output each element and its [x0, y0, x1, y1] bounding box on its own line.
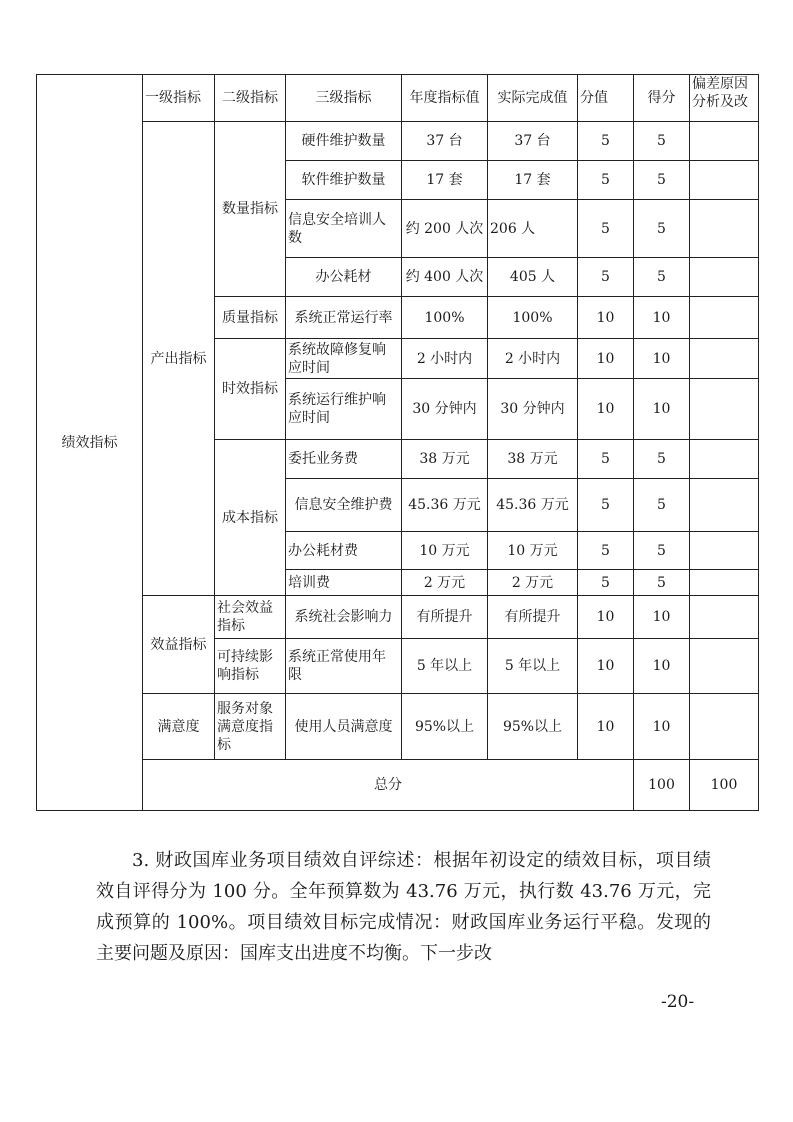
indicator-points: 10	[578, 596, 634, 639]
header-level2: 二级指标	[215, 75, 286, 122]
summary-paragraph: 3. 财政国库业务项目绩效自评综述：根据年初设定的绩效目标，项目绩效自评得分为 100 分。全年预算数为 43.76 万元，执行数 43.76 万元，完成预算的 100%。项目绩效目标完成情况：财政国库业务运行平稳。发现的主要问题及原因：国库支出进度不均衡。下一步改	[96, 850, 711, 964]
header-points: 分值	[578, 75, 634, 122]
indicator-target: 有所提升	[402, 596, 488, 639]
indicator-points: 5	[578, 258, 634, 297]
performance-table	[36, 74, 759, 811]
indicator-target: 38 万元	[402, 440, 488, 479]
level2-sustainable: 可持续影响指标	[215, 639, 286, 694]
indicator-score: 5	[634, 258, 690, 297]
indicator-points: 10	[578, 339, 634, 379]
level1-benefit: 效益指标	[143, 596, 215, 694]
indicator-actual: 38 万元	[488, 440, 578, 479]
indicator-deviation	[690, 479, 759, 532]
indicator-deviation	[690, 200, 759, 258]
indicator-name: 系统正常使用年限	[286, 639, 402, 694]
indicator-actual: 95%以上	[488, 694, 578, 760]
indicator-name: 办公耗材	[286, 258, 402, 297]
indicator-score: 5	[634, 440, 690, 479]
indicator-score: 5	[634, 161, 690, 200]
indicator-deviation	[690, 694, 759, 760]
total-points: 100	[634, 760, 690, 811]
indicator-deviation	[690, 258, 759, 297]
indicator-deviation	[690, 570, 759, 596]
indicator-score: 10	[634, 639, 690, 694]
indicator-target: 2 万元	[402, 570, 488, 596]
indicator-target: 100%	[402, 297, 488, 339]
indicator-deviation	[690, 596, 759, 639]
indicator-deviation	[690, 440, 759, 479]
indicator-target: 2 小时内	[402, 339, 488, 379]
indicator-score: 5	[634, 570, 690, 596]
level2-service-satisfaction: 服务对象满意度指标	[215, 694, 286, 760]
header-deviation: 偏差原因分析及改	[690, 75, 759, 122]
level2-social: 社会效益指标	[215, 596, 286, 639]
table-row	[37, 596, 759, 639]
indicator-deviation	[690, 532, 759, 570]
indicator-actual: 37 台	[488, 122, 578, 161]
indicator-deviation	[690, 297, 759, 339]
indicator-score: 5	[634, 200, 690, 258]
level2-timeliness: 时效指标	[215, 339, 286, 440]
header-row	[37, 75, 759, 122]
indicator-actual: 100%	[488, 297, 578, 339]
indicator-actual: 有所提升	[488, 596, 578, 639]
indicator-score: 10	[634, 694, 690, 760]
indicator-points: 5	[578, 440, 634, 479]
summary-text	[96, 845, 711, 969]
indicator-actual: 17 套	[488, 161, 578, 200]
indicator-name: 系统运行维护响应时间	[286, 379, 402, 440]
indicator-target: 45.36 万元	[402, 479, 488, 532]
indicator-deviation	[690, 339, 759, 379]
indicator-name: 软件维护数量	[286, 161, 402, 200]
indicator-points: 10	[578, 297, 634, 339]
indicator-points: 10	[578, 379, 634, 440]
indicator-name: 系统社会影响力	[286, 596, 402, 639]
indicator-deviation	[690, 639, 759, 694]
indicator-target: 5 年以上	[402, 639, 488, 694]
header-score: 得分	[634, 75, 690, 122]
indicator-target: 10 万元	[402, 532, 488, 570]
table-row	[37, 122, 759, 161]
indicator-actual: 206 人	[488, 200, 578, 258]
indicator-points: 5	[578, 122, 634, 161]
level2-cost: 成本指标	[215, 440, 286, 596]
header-target: 年度指标值	[402, 75, 488, 122]
indicator-actual: 2 万元	[488, 570, 578, 596]
indicator-score: 10	[634, 379, 690, 440]
indicator-score: 5	[634, 532, 690, 570]
indicator-points: 10	[578, 694, 634, 760]
indicator-points: 5	[578, 479, 634, 532]
indicator-score: 10	[634, 297, 690, 339]
table-row	[37, 694, 759, 760]
indicator-name: 培训费	[286, 570, 402, 596]
indicator-name: 办公耗材费	[286, 532, 402, 570]
indicator-name: 信息安全培训人数	[286, 200, 402, 258]
indicator-actual: 45.36 万元	[488, 479, 578, 532]
indicator-score: 10	[634, 596, 690, 639]
level2-quantity: 数量指标	[215, 122, 286, 297]
indicator-target: 95%以上	[402, 694, 488, 760]
indicator-actual: 405 人	[488, 258, 578, 297]
indicator-score: 5	[634, 479, 690, 532]
indicator-name: 信息安全维护费	[286, 479, 402, 532]
indicator-name: 系统故障修复响应时间	[286, 339, 402, 379]
indicator-deviation	[690, 161, 759, 200]
indicator-deviation	[690, 122, 759, 161]
indicator-actual: 5 年以上	[488, 639, 578, 694]
indicator-actual: 10 万元	[488, 532, 578, 570]
level2-quality: 质量指标	[215, 297, 286, 339]
indicator-name: 系统正常运行率	[286, 297, 402, 339]
indicator-points: 5	[578, 200, 634, 258]
indicator-name: 硬件维护数量	[286, 122, 402, 161]
page-number: -20-	[661, 992, 695, 1012]
total-label: 总分	[143, 760, 634, 811]
level1-satisfaction: 满意度	[143, 694, 215, 760]
indicator-points: 10	[578, 639, 634, 694]
indicator-target: 约 400 人次	[402, 258, 488, 297]
indicator-score: 10	[634, 339, 690, 379]
indicator-points: 5	[578, 570, 634, 596]
indicator-deviation	[690, 379, 759, 440]
total-row	[37, 760, 759, 811]
indicator-name: 委托业务费	[286, 440, 402, 479]
indicator-points: 5	[578, 161, 634, 200]
header-actual: 实际完成值	[488, 75, 578, 122]
category-cell: 绩效指标	[37, 75, 143, 811]
level1-output: 产出指标	[143, 122, 215, 596]
indicator-target: 约 200 人次	[402, 200, 488, 258]
header-level1: 一级指标	[143, 75, 215, 122]
indicator-target: 37 台	[402, 122, 488, 161]
indicator-points: 5	[578, 532, 634, 570]
indicator-name: 使用人员满意度	[286, 694, 402, 760]
indicator-target: 30 分钟内	[402, 379, 488, 440]
indicator-actual: 2 小时内	[488, 339, 578, 379]
indicator-target: 17 套	[402, 161, 488, 200]
total-score: 100	[690, 760, 759, 811]
header-level3: 三级指标	[286, 75, 402, 122]
indicator-actual: 30 分钟内	[488, 379, 578, 440]
indicator-score: 5	[634, 122, 690, 161]
